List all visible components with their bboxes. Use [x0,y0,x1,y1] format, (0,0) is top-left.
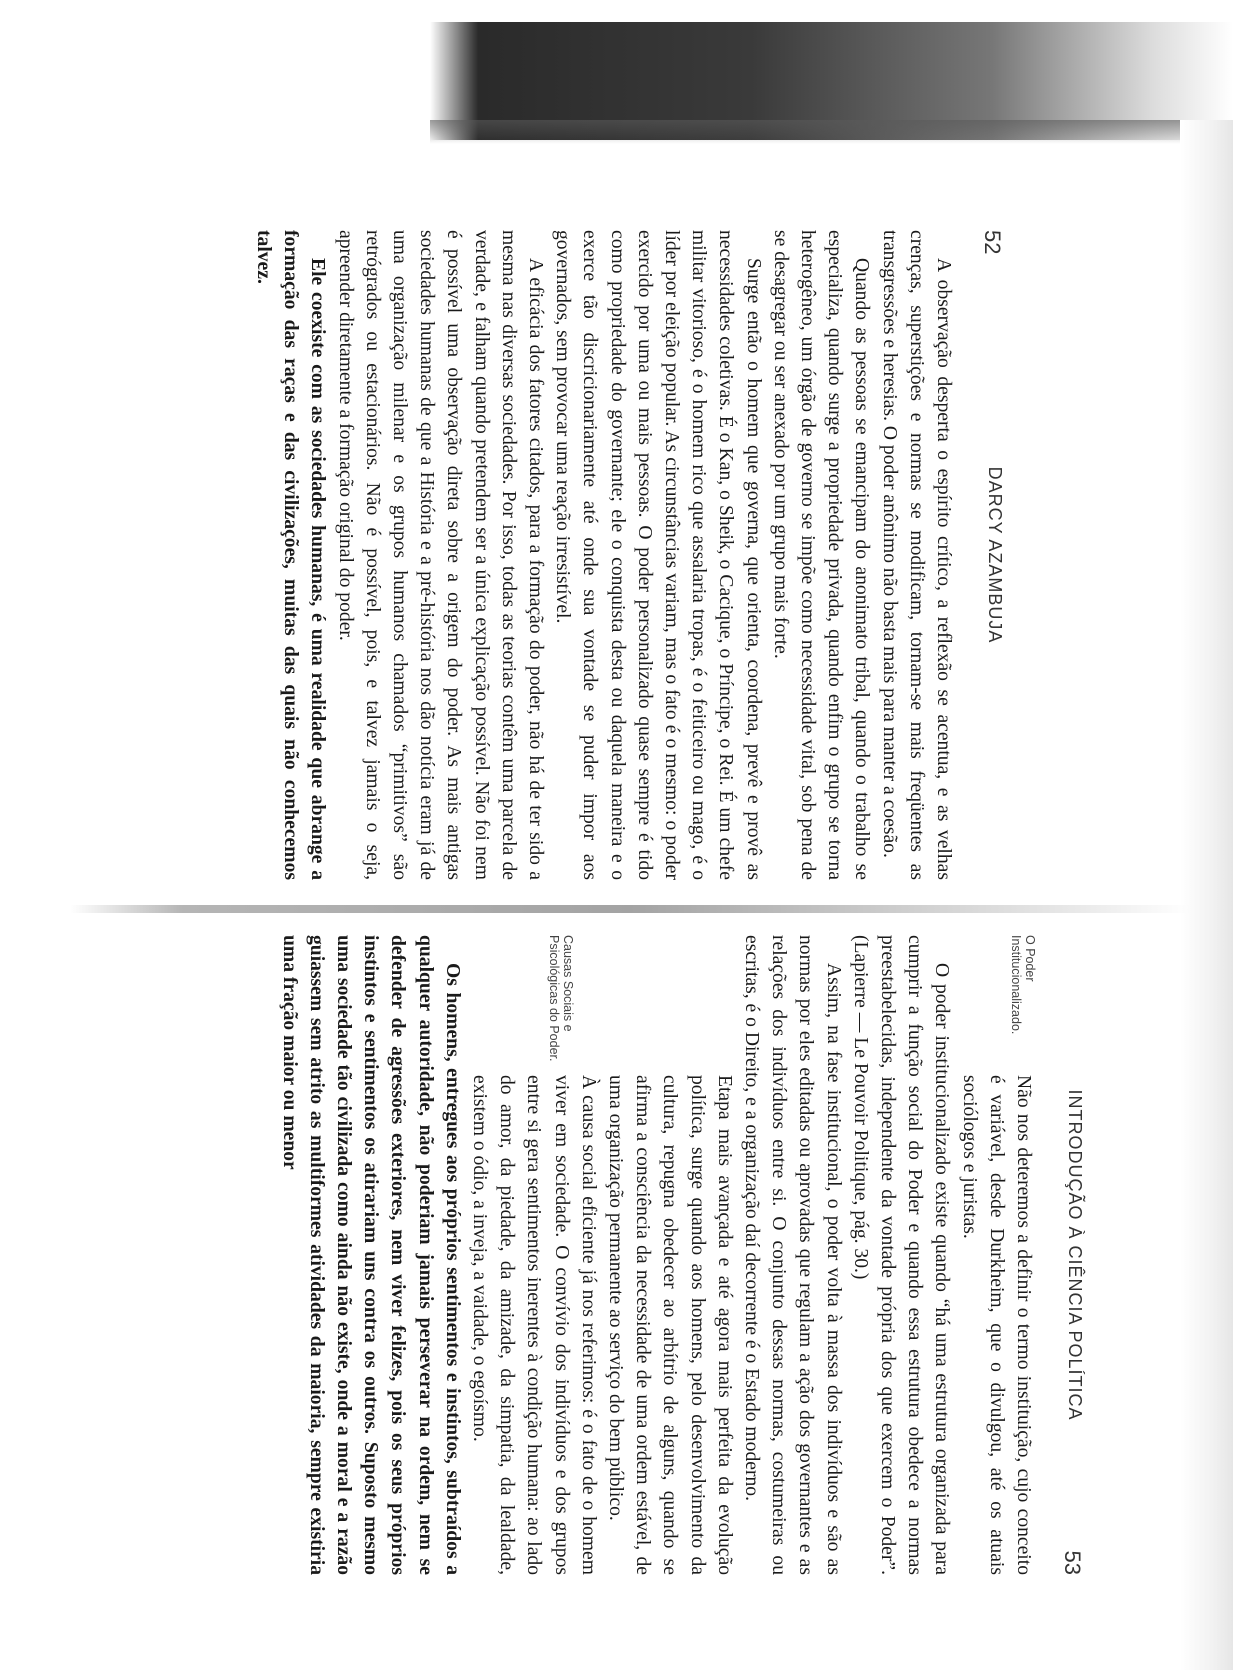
running-head-title: INTRODUÇÃO À CIÊNCIA POLÍTICA [1065,1089,1085,1421]
paragraph: Etapa mais avançada e até agora mais perfeita da evolução política, surge quando aos homens, pelo desenvolvimento da cultura, repugna obedecer ao arbítrio de alguns, quando se afirma a consciência da necessidade de uma ordem estável, de uma organização permanente ao serviço do bem público. [604,1075,735,1575]
paragraph: O poder institucionalizado existe quando “há uma estrutura organizada para cumprir a função social do Poder e quando essa estrutura obedece a normas preestabelecidas, independente da vontade própria dos que exercem o Poder”. (Lapierre — Le Pouvoir Politique, pág. 30.) [849,935,953,1575]
running-head-left [977,230,1005,880]
paragraph: A eficácia dos fatores citados, para a formação do poder, não há de ter sido a mesma nas diversas sociedades. Por isso, todas as teorias contêm uma parcela de verdade, e falham quando pretendem ser a única explicação possível. Não foi nem é possível uma observação direta sobre a origem do poder. As mais antigas sociedades humanas de que a História e a pré-história nos dão notícia eram já de uma organização milenar e os grupos humanos chamados “primitivos” são retrógrados ou estacionários. Não é possível, pois, e talvez jamais o seja, apreender diretamente a formação original do poder. [334,230,546,880]
page-number: 52 [980,230,1005,255]
paragraph: Não nos deteremos a definir o termo instituição, cujo conceito é variável, desde Durkheim, que o divulgou, até os atuais sociólogos e juristas. [958,1075,1034,1575]
left-page-body [250,230,957,880]
paragraph: A observação desperta o espírito crítico, a reflexão se acentua, e as velhas crenças, superstições e normas se modificam, tornam-se mais freqüentes as transgressões e heresias. O poder anônimo não basta mais para manter a coesão. [878,230,954,880]
paragraph: Assim, na fase institucional, o poder volta à massa dos indivíduos e são as normas por eles editadas ou aprovadas que regulam a ação dos governantes e as relações dos indivíduos entre si. O conjunto dessas normas, costumeiras ou escritas, é o Direito, e a organização daí decorrente é o Estado moderno. [740,935,844,1575]
binding-shadow-fade [430,120,1233,144]
paragraph: Os homens, entregues aos próprios sentimentos e instintos, subtraídos a qualquer autoridade, não poderiam jamais perseverar na ordem, nem se defender de agressões exteriores, nem viver felizes, pois os seus próprios instintos e sentimentos os atirariam uns contra os outros. Suposto mesmo uma sociedade tão civilizada como ainda não existe, onde a moral e a razão guiassem sem atrito as multiformes atividades da maioria, sempre existiria uma fração maior ou menor [278,935,463,1575]
running-head-right [1057,935,1085,1575]
page-number: 53 [1060,1550,1085,1575]
spine-gutter [70,905,1190,913]
margin-note: O Poder Institucionalizado. [1009,935,1037,1035]
running-head-title: DARCY AZAMBUJA [985,466,1005,644]
page-edge [1180,120,1233,1670]
paragraph: À causa social eficiente já nos referimos: é o fato de o homem viver em sociedade. O convívio dos indivíduos e dos grupos entre si gera sentimentos inerentes à condição humana: ao lado do amor, da piedade, da amizade, da simpatia, da lealdade, existem o ódio, a inveja, a vaidade, o egoísmo. [468,1075,599,1575]
margin-note: Causas Sociais e Psicológicas do Poder. [547,935,575,1062]
paragraph: Surge então o homem que governa, que orienta, coordena, prevê e provê as necessidades coletivas. É o Kan, o Sheik, o Cacique, o Príncipe, o Rei. É um chefe militar vitorioso, é o homem rico que assalaria tropas, é o feiticeiro ou mago, é o líder por eleição popular. As circunstâncias variam, mas o fato é o mesmo: o poder exercido por uma ou mais pessoas. O poder personalizado quase sempre é tido como propriedade do governante; ele o conquista desta ou daquela maneira e o exerce tão discricionariamente até onde sua vontade se puder impor aos governados, sem provocar uma reação irresistível. [552,230,764,880]
page-52 [145,230,1005,880]
paragraph: Ele coexiste com as sociedades humanas, é uma realidade que abrange a formação das raças e das civilizações, muitas das quais não conhecemos talvez. [252,230,329,880]
paragraph: Quando as pessoas se emancipam do anonimato tribal, quando o trabalho se especializa, quando surge a propriedade privada, quando enfim o grupo se torna heterogêneo, um órgão de governo se impõe como necessidade vital, sob pena de se desagregar ou ser anexado por um grupo mais forte. [769,230,873,880]
page-53 [125,935,1085,1575]
right-page-body [275,935,1037,1575]
